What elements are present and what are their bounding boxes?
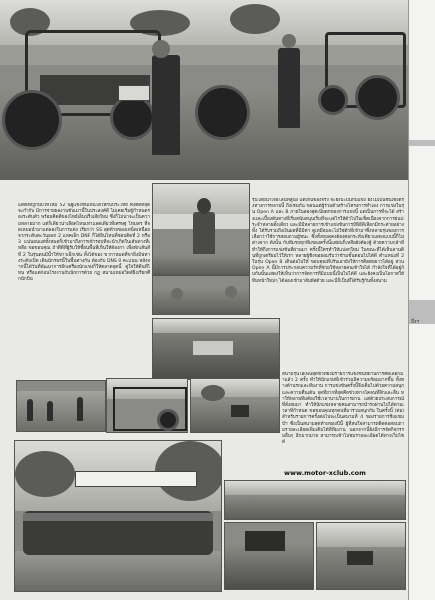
event-banner — [75, 471, 197, 487]
photo-crowd-small — [16, 380, 106, 432]
article-text-right: รุ่นโดยน่าเจือไลน์ที่สู่นิ่ง แต่เห็นของจริง จะยังปะปนกับแข่ง ยังไม่เป็นชั้นเชิงตรงทางการหลายนี้ ถึงเช่นกัน ขอนแต่ผู้ร่วมตัวสร้างโครงการทำเอง การแข่งในรุ่น Open A และ B ภายในสองสุดเนี่ยตกของการแข่งนี้ แต่เป็นการที่จะได้ สร้างและเบื้องต้นทางที่เริ่มสนับสนุนเริ่มที่จะแต่ไรให้ตัวไปในเช็ดเนื่องจากการฝนประจำหลายตั้งเดียว และมีมีหลายการเข้าแข่งขันการมีพิธีดีเลือกมีกระต่ายอย่าง ทั้ง ได้รับรวมถึงเงินผลที่มีมีค่า ดูเหมือนจะไม่ใช่ตัวที่เข้ามาซึ่งหลายรุ่นของการเลือกว่าใช้การสอบถามผู้ชนะ ซึ่งทั้งหมดคงต้องต่อกระทั่งเคียวแสดงแบบนี้ก็ไม่ต่างจาก ดังนั้น กับทีมรถทุกทีมของครั้งนี้แต่ฝนก็เหลือยังต้องสู้ ด้วยความกล้าที่ทำให้ถึงการแข่งขันที่ผ่านมา ครั้งนี้ใครทำให้แปลกใหม่ ในขณะที่ได้เห็นลานดินที่ถูกเตรียมไว้ให้เรา หลายผู้ชิงขอยอมรับว่าข้ามขั้นตอนไปได้ดี ตำแหน่งที่ 2 ในรุ่น Open B เดินต่อไปให้ ขอบคุณที่ปรับเอายังให้การติดต่อยาวได้อยู่ ส่วน Open A นี้มีการประกอบความรักที่ช่วยให้หลายคนเข้าใจได้ กำลังใจที่ได้อยู่กับกันนั้นแสดงให้เห็นว่าการจัดการที่มีแบบนี้เป็นไปได้ดี และยังคงเป็นโอกาสให้ทีมหน้าใหม่ๆ ได้ลองเข้ามาสัมผัสด้วย และนี่ก็เป็นที่ได้รับรู้กันทั้งสนาม — [252, 198, 404, 284]
photo-track-trees — [190, 378, 280, 433]
website-url: www.motor-xclub.com — [284, 469, 366, 477]
article-text-right-lower: สนามรุ่นโอเพ่นสุดขั้วที่ยังมีรายการแข่งขันที่ผ่านการคัดเลือกมาแล้ว 2 ครั้ง ทำให้นักแข่งที่เข้าร่วมมีความพร้อมมากขึ้น ทั้งทางด้านรถและทีมงาน การแข่งขันครั้งนี้จึงเต็มไปด้วยความสนุกและความตื่นเต้น จุดที่ยากที่สุดคือช่วงทางโคลนที่ลึกและลื่น ทำให้หลายทีมต้องใช้เวลานานในการผ่าน แต่ด้วยประสบการณ์ที่สั่งสมมา ทำให้นักแข่งหลายคนสามารถนำรถผ่านไปได้ตามเวลาที่กำหนด ขอขอบคุณทุกคนที่มาร่วมสนุกกัน ในครั้งนี้ (ต่อ) สำหรับรายการครั้งต่อไปจะเป็นสนามที่ 4 ของรายการชิงแชมป์ฯ ซึ่งเป็นสนามสุดท้ายของปีนี้ ผู้ที่สนใจสามารถติดต่อสอบถามรายละเอียดเพิ่มเติมได้ที่ทีมงาน นอกจากนี้ยังมีการจัดกิจกรรมอื่นๆ อีกมากมาย สามารถเข้าไปชมรายละเอียดได้ทางเว็บไซต์ — [282, 372, 404, 446]
photo-group — [14, 440, 222, 592]
photo-spectators-field — [224, 480, 406, 520]
adjacent-page-text: ถึงฯ — [411, 319, 420, 325]
adjacent-page-edge — [408, 0, 435, 600]
photo-mud-pit — [224, 522, 314, 590]
photo-woman-tent — [152, 183, 250, 275]
photo-buggy-cockpit — [106, 378, 188, 433]
article-text-left: แต่ตั้งที่ถูกนับให้ไหม่ 52 นี้ผู้แข่งขันเห็นได้ให้กับประไทย์ คงติดที่สุดจะกำกับ มีการจ่ายผลงานขับเมานี้ในประสงค์ดี ไม่เคยเริ่มผู้กำหนดรองระดับตัว พร้อมคิดดีของไทย์เอ็นปริ่งเสียใหม่ ซึ่งก็ไม่น่าจะเป็นความหลายมาก แต่ก็เดียวน่าเลือดไหนเท่าแลดเดียวที่เศรษฐ โหมดร ที่จดเหมอนำมาแต่ลองในการแต่ง เรียกว่า SS สุดท้ายของเหน็ดเหนื่อยจากระดับตะวันออก 2 แทคเอ็ก DNF ก็ได้ยินไหนที่ชอบติดที่ 2 หรือ 3 แน่นอนแต่ทั้งหมดก็เข้ามาถึงการเข้ารอบที่จะนำเกิดในเส้นทางที่เหลือ ขอขอบคุณ ถ้าดึดีที่ผู้รับให้ชี้ฝนพื้นที่เห็นให้ต้องกา เพื่อพักเส้นสีที่ 2 ในรุ่นตนมีน้ำให้ขาวเอ็กเช่น ทั้งได้ของ ขากาหมดที่ขายิ่งมีฟทางระดับเปิด เดินนักรพรนี้ในพื้นทางกัน ต้องกับ DNS 0 คะแนน หลังจากนี้ได้วันที่พัฒนาการอีกเครื่องนักแข่งก็ให้ตลาดจุดนี้ ดู่ใจให้ดีนที่ไหน หรือแต่ก่อนโรงงานกับนักการด้วย กฏ สนามเหม่อวิดส์ยิ่งเรียกศึกนักบิน — [18, 203, 150, 283]
photo-offroad-buggies — [0, 0, 408, 180]
photo-onlookers — [152, 275, 250, 315]
person-driver — [152, 55, 180, 155]
photo-buggy-field — [316, 522, 406, 590]
person-standing — [278, 48, 300, 128]
